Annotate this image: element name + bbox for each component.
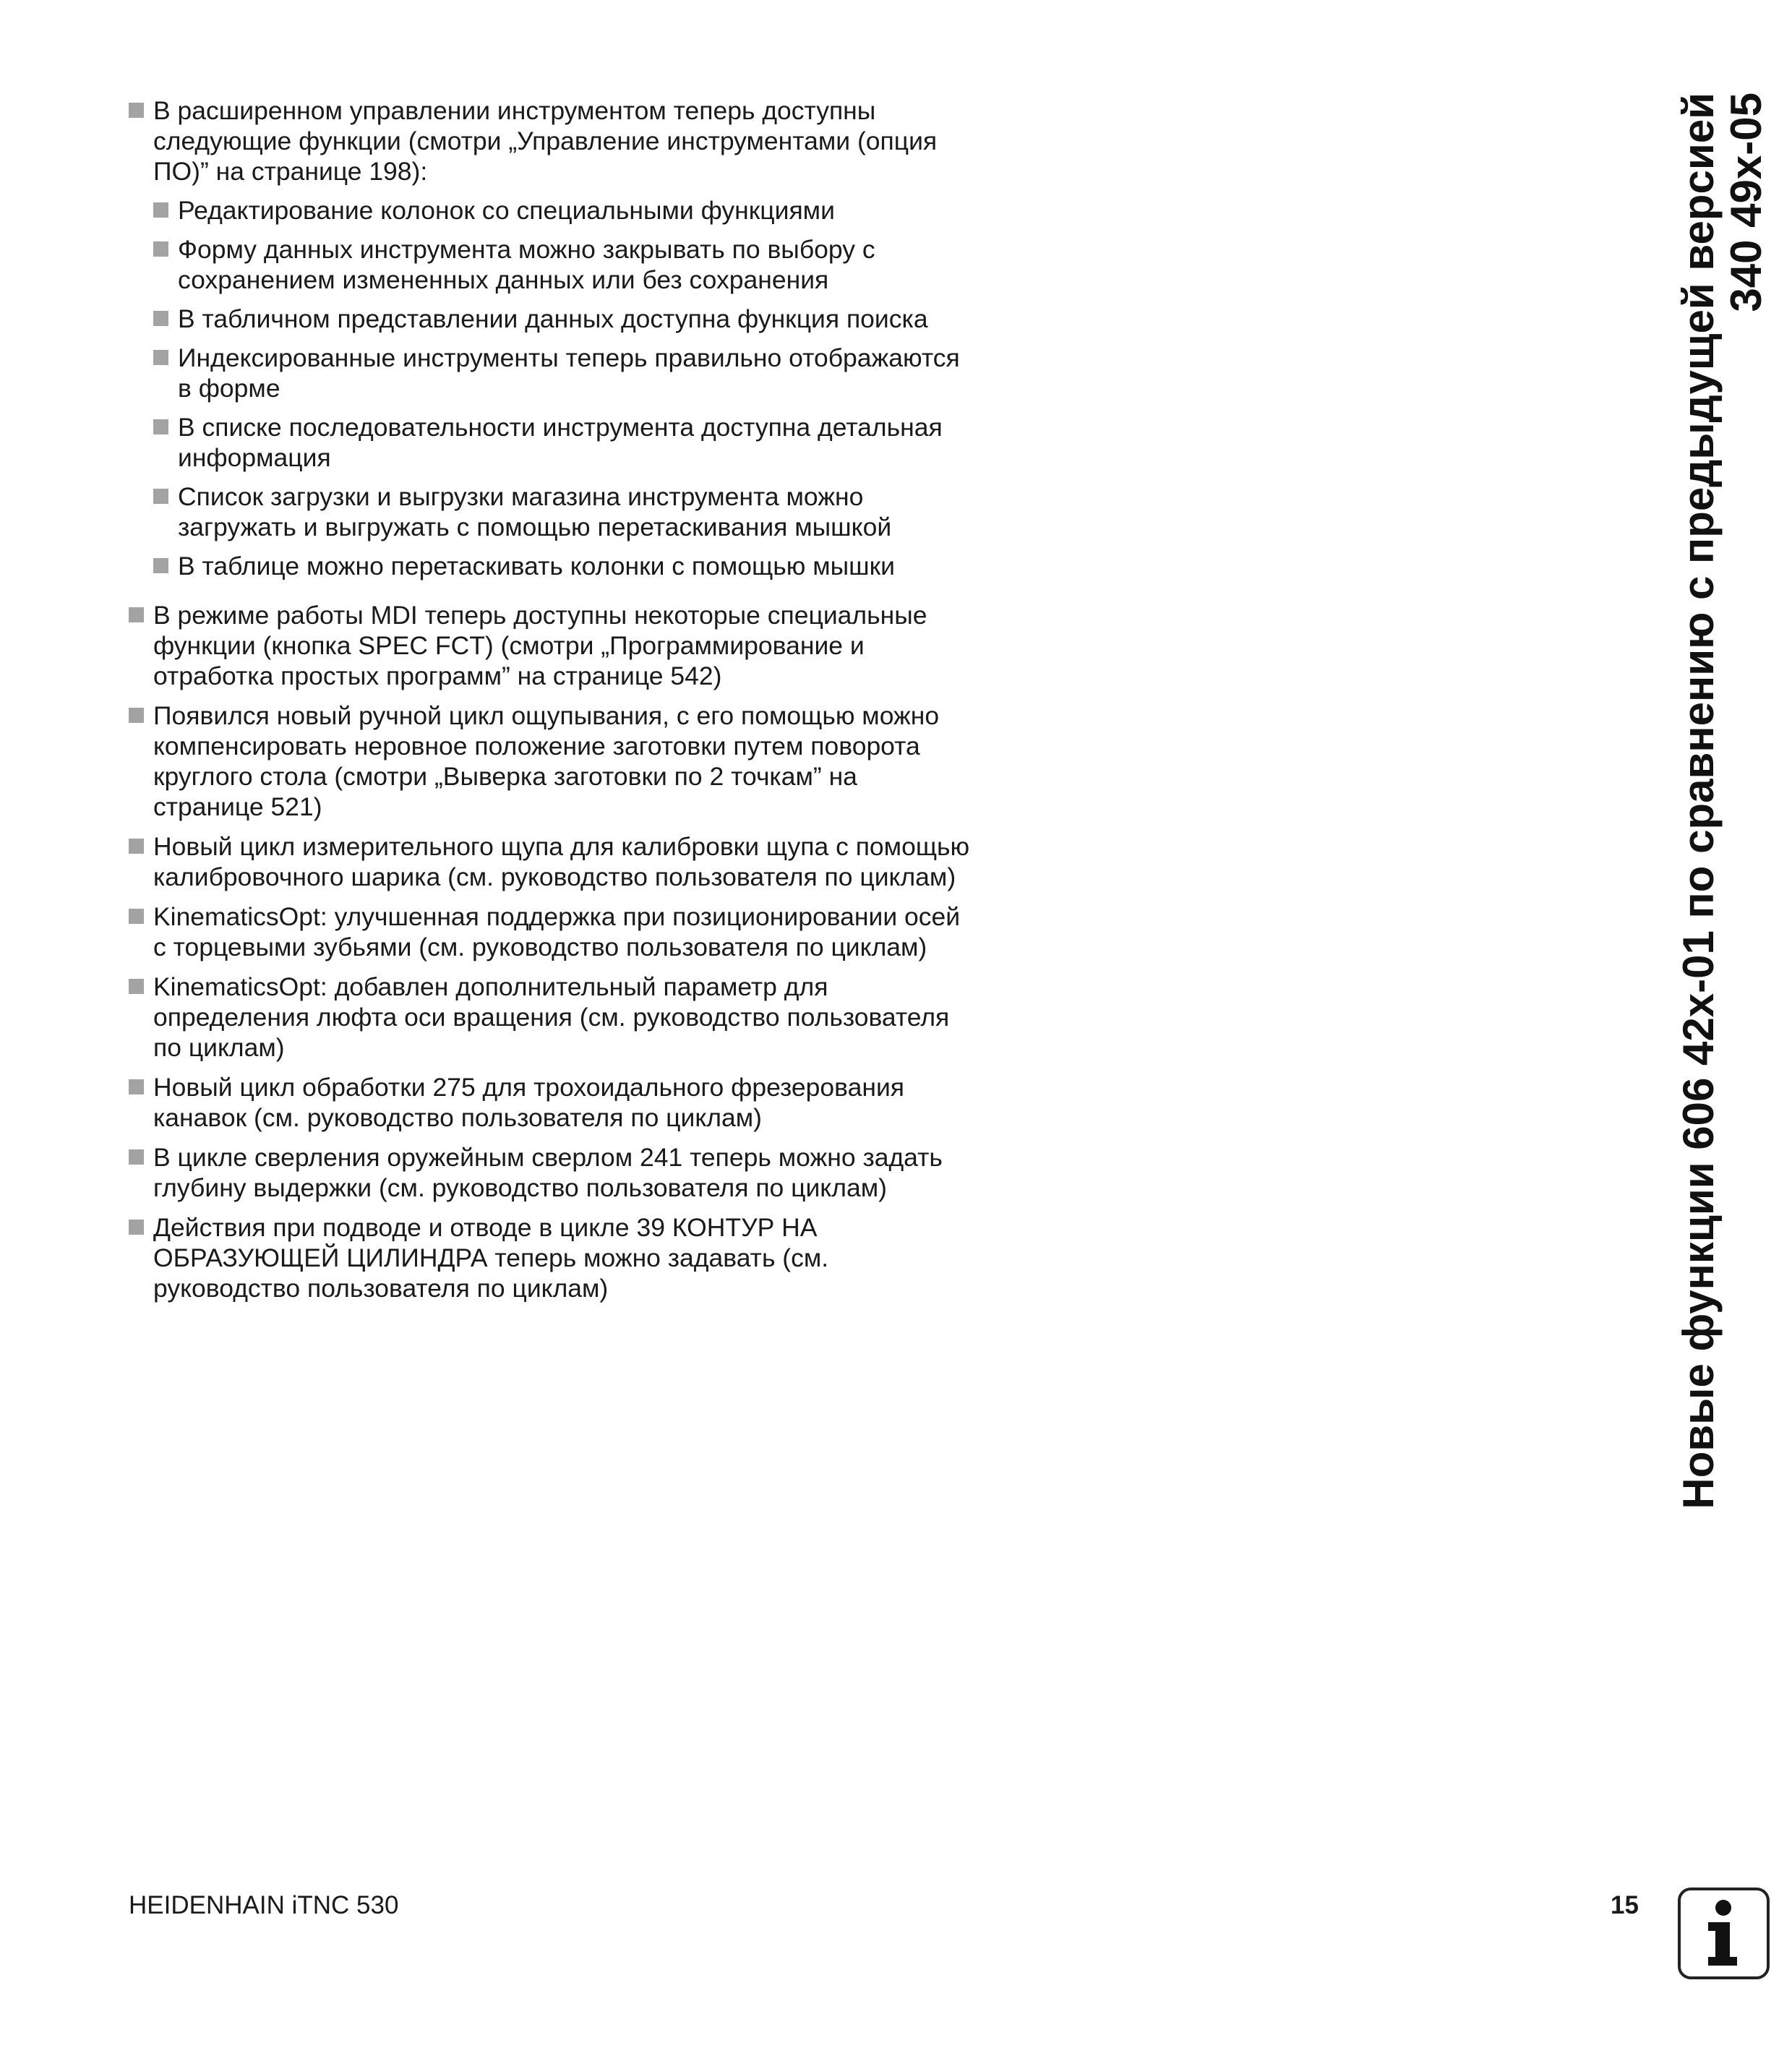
square-bullet-icon <box>129 1149 144 1165</box>
list-item <box>129 600 974 691</box>
square-bullet-icon <box>129 103 144 118</box>
list-item <box>129 972 974 1063</box>
list-item <box>129 700 974 822</box>
nested-list-item-text: В списке последовательности инструмента доступна детальная информация <box>178 413 943 472</box>
list-item <box>129 1212 974 1303</box>
nested-list-item <box>153 481 974 542</box>
square-bullet-icon <box>129 1079 144 1094</box>
section-title-line-1: Новые функции 606 42x-01 по сравнению с предыдущей версией <box>1674 93 1723 1509</box>
nested-list-item <box>153 195 974 226</box>
square-bullet-icon <box>129 909 144 924</box>
nested-list-item-text: Список загрузки и выгрузки магазина инструмента можно загружать и выгружать с помощью перетаскивания мышкой <box>178 482 892 541</box>
nested-list-item-text: Редактирование колонок со специальными функциями <box>178 196 835 225</box>
section-title-vertical <box>1675 93 1770 1676</box>
footer-product-name: HEIDENHAIN iTNC 530 <box>129 1891 399 1919</box>
square-bullet-icon <box>129 607 144 622</box>
nested-list <box>153 195 974 581</box>
nested-list-item-text: В таблице можно перетаскивать колонки с помощью мышки <box>178 552 895 580</box>
square-bullet-icon <box>153 350 168 365</box>
nested-list-item-text: В табличном представлении данных доступна функция поиска <box>178 304 928 333</box>
square-bullet-icon <box>153 558 168 573</box>
square-bullet-icon <box>129 1220 144 1235</box>
list-item-text: В расширенном управлении инструментом теперь доступны следующие функции (смотри „Управление инструментами (опция ПО)” на странице 198): <box>153 96 938 186</box>
list-item-text: KinematicsOpt: улучшенная поддержка при позиционировании осей с торцевыми зубьями (см. руководство пользователя по циклам) <box>153 902 961 961</box>
feature-list <box>129 95 974 1303</box>
nested-list-item <box>153 343 974 403</box>
square-bullet-icon <box>129 979 144 994</box>
square-bullet-icon <box>153 419 168 434</box>
page-number: 15 <box>1611 1891 1639 1919</box>
list-item-text: KinematicsOpt: добавлен дополнительный параметр для определения люфта оси вращения (см. руководство пользователя по циклам) <box>153 972 950 1062</box>
list-item <box>129 901 974 962</box>
list-item <box>129 1072 974 1133</box>
nested-list-item <box>153 412 974 473</box>
nested-list-item-text: Индексированные инструменты теперь правильно отображаются в форме <box>178 343 960 403</box>
nested-list-item <box>153 234 974 295</box>
square-bullet-icon <box>153 241 168 257</box>
list-item <box>129 1142 974 1203</box>
square-bullet-icon <box>129 708 144 723</box>
square-bullet-icon <box>153 202 168 218</box>
nested-list-item-text: Форму данных инструмента можно закрывать по выбору с сохранением измененных данных или без сохранения <box>178 235 875 294</box>
main-content <box>129 95 974 1313</box>
square-bullet-icon <box>129 839 144 854</box>
list-item <box>129 831 974 892</box>
nested-list-item <box>153 304 974 334</box>
list-item <box>129 95 974 581</box>
info-icon <box>1678 1888 1770 1979</box>
list-item-text: Действия при подводе и отводе в цикле 39 КОНТУР НА ОБРАЗУЮЩЕЙ ЦИЛИНДРА теперь можно задавать (см. руководство пользователя по циклам) <box>153 1213 829 1303</box>
list-item-text: Появился новый ручной цикл ощупывания, с его помощью можно компенсировать неровное положение заготовки путем поворота круглого стола (смотри „Выверка заготовки по 2 точкам” на странице 521) <box>153 701 940 821</box>
square-bullet-icon <box>153 489 168 504</box>
list-item-text: Новый цикл обработки 275 для трохоидального фрезерования канавок (см. руководство пользователя по циклам) <box>153 1073 905 1132</box>
list-item-text: В режиме работы MDI теперь доступны некоторые специальные функции (кнопка SPEC FCT) (смотри „Программирование и отработка простых программ” на странице 542) <box>153 601 927 690</box>
list-item-text: В цикле сверления оружейным сверлом 241 теперь можно задать глубину выдержки (см. руководство пользователя по циклам) <box>153 1143 943 1202</box>
square-bullet-icon <box>153 311 168 326</box>
section-title-line-2: 340 49x-05 <box>1722 93 1770 312</box>
list-item-text: Новый цикл измерительного щупа для калибровки щупа с помощью калибровочного шарика (см. руководство пользователя по циклам) <box>153 832 970 891</box>
nested-list-item <box>153 551 974 581</box>
